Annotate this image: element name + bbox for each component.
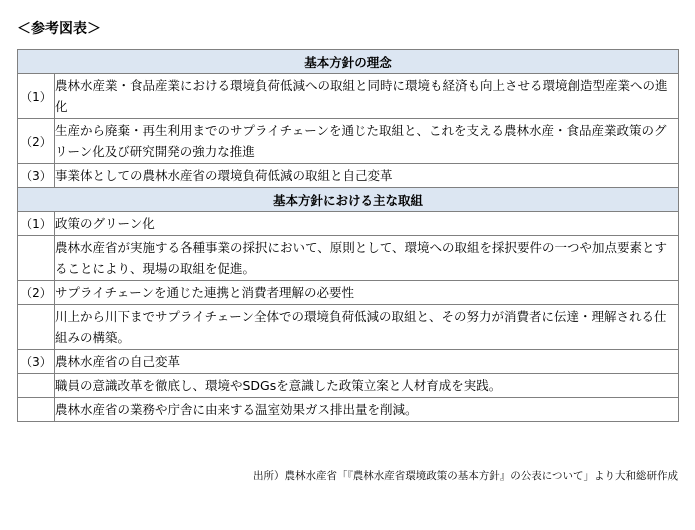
initiative-title: 政策のグリーン化: [55, 212, 679, 236]
initiative-number: （3）: [18, 350, 55, 374]
initiatives-header: 基本方針における主な取組: [18, 188, 679, 212]
policy-table: [17, 49, 679, 422]
initiative-detail: 職員の意識改革を徹底し、環境やSDGsを意識した政策立案と人材育成を実践。: [55, 374, 679, 398]
principle-row-1: [18, 74, 679, 119]
principle-text: 事業体としての農林水産省の環境負荷低減の取組と自己変革: [55, 164, 679, 188]
initiative-detail: 農林水産省が実施する各種事業の採択において、原則として、環境への取組を採択要件の一つや加点要素とすることにより、現場の取組を促進。: [55, 236, 679, 281]
initiative-detail-row-2: [18, 305, 679, 350]
figure-title: ＜参考図表＞: [17, 21, 101, 37]
initiative-number: （2）: [18, 281, 55, 305]
principle-row-2: [18, 119, 679, 164]
initiative-detail: 農林水産省の業務や庁舎に由来する温室効果ガス排出量を削減。: [55, 398, 679, 422]
initiative-title-row-2: [18, 281, 679, 305]
initiative-detail: 川上から川下までサプライチェーン全体での環境負荷低減の取組と、その努力が消費者に伝達・理解される仕組みの構築。: [55, 305, 679, 350]
principle-number: （2）: [18, 119, 55, 164]
initiatives-header-row: [18, 188, 679, 212]
principle-number: （3）: [18, 164, 55, 188]
empty-cell: [18, 305, 55, 350]
initiative-title-row-1: [18, 212, 679, 236]
initiative-detail-row-3a: [18, 374, 679, 398]
principle-number: （1）: [18, 74, 55, 119]
initiative-title: 農林水産省の自己変革: [55, 350, 679, 374]
initiative-detail-row-3b: [18, 398, 679, 422]
empty-cell: [18, 374, 55, 398]
empty-cell: [18, 398, 55, 422]
initiative-title: サプライチェーンを通じた連携と消費者理解の必要性: [55, 281, 679, 305]
principles-header-row: [18, 50, 679, 74]
initiative-detail-row-1: [18, 236, 679, 281]
principles-header: 基本方針の理念: [18, 50, 679, 74]
principle-text: 農林水産業・食品産業における環境負荷低減への取組と同時に環境も経済も向上させる環境創造型産業への進化: [55, 74, 679, 119]
principle-row-3: [18, 164, 679, 188]
initiative-title-row-3: [18, 350, 679, 374]
principle-text: 生産から廃棄・再生利用までのサプライチェーンを通じた取組と、これを支える農林水産・食品産業政策のグリーン化及び研究開発の強力な推進: [55, 119, 679, 164]
initiative-number: （1）: [18, 212, 55, 236]
source-note: 出所）農林水産省「『農林水産省環境政策の基本方針』の公表について」より大和総研作成: [252, 470, 678, 482]
empty-cell: [18, 236, 55, 281]
